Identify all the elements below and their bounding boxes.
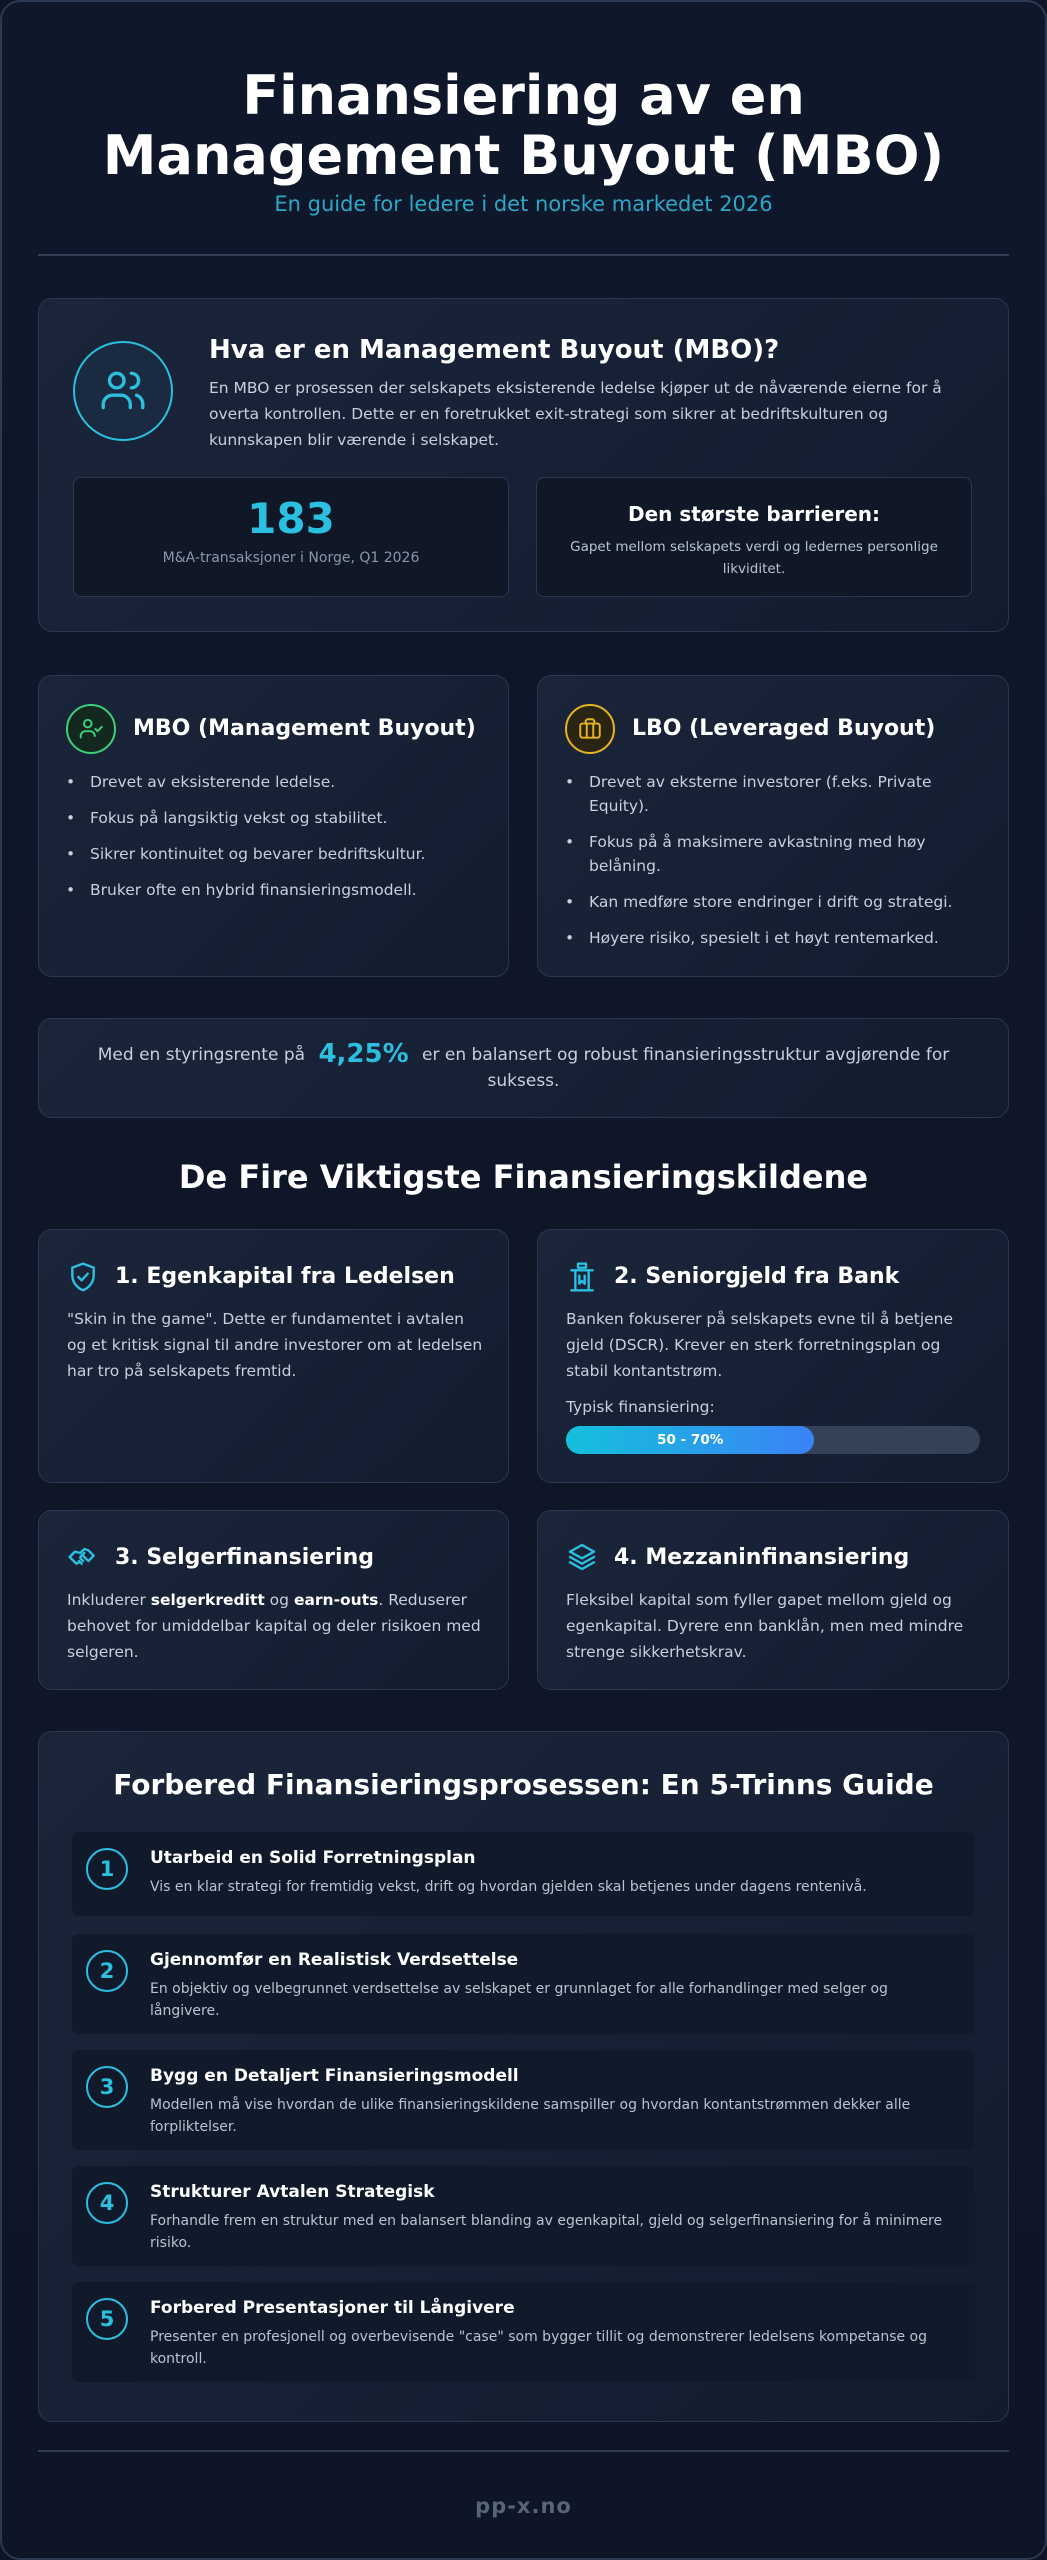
step-number: 3 — [86, 2066, 128, 2108]
step-number: 1 — [86, 1848, 128, 1890]
list-item: • Drevet av eksterne investorer (f.eks. Private Equity). — [565, 770, 985, 818]
step-title: Strukturer Avtalen Strategisk — [150, 2182, 435, 2202]
intro-card — [38, 298, 1009, 632]
step-title: Bygg en Detaljert Finansieringsmodell — [150, 2066, 519, 2086]
users-icon — [73, 341, 173, 441]
seller-text-part: . Reduserer behovet for umiddelbar kapital og deler risikoen med selgeren. — [67, 1591, 481, 1661]
list-item: • Fokus på langsiktig vekst og stabilitet. — [66, 806, 486, 830]
senior-debt-card — [537, 1229, 1009, 1483]
lbo-list — [565, 770, 985, 962]
step-desc: Vis en klar strategi for fremtidig vekst, drift og hvordan gjelden skal betjenes under dagens rentenivå. — [150, 1879, 867, 1895]
stat-label: M&A-transaksjoner i Norge, Q1 2026 — [162, 550, 420, 566]
page-title: Finansiering av en Management Buyout (MBO) — [102, 64, 945, 187]
barrier-box — [536, 477, 972, 597]
handshake-icon — [67, 1541, 99, 1577]
mezzanine-card — [537, 1510, 1009, 1690]
barrier-heading: Den største barrieren: — [627, 502, 881, 526]
briefcase-icon — [565, 704, 615, 754]
footer-divider — [38, 2450, 1009, 2452]
step-desc: En objektiv og velbegrunnet verdsettelse av selskapet er grunnlaget for alle forhandlinger med selger og långivere. — [150, 1981, 888, 2019]
page-subtitle: En guide for ledere i det norske markedet 2026 — [274, 192, 773, 216]
lbo-card — [537, 675, 1009, 977]
equity-card — [38, 1229, 509, 1483]
intro-text: En MBO er prosessen der selskapets eksisterende ledelse kjøper ut de nåværende eierne for å overta kontrollen. Dette er en foretrukket exit-strategi som sikrer at bedriftskulturen og kunnskapen blir værende i selskapet. — [209, 379, 942, 449]
step-desc: Presenter en profesjonell og overbevisende "case" som bygger tillit og demonstrerer ledelsens kompetanse og kontroll. — [150, 2329, 927, 2367]
user-check-icon — [66, 704, 116, 754]
step-number: 5 — [86, 2298, 128, 2340]
rate-banner — [38, 1018, 1009, 1118]
seller-finance-card — [38, 1510, 509, 1690]
mbo-title: MBO (Management Buyout) — [133, 716, 476, 741]
guide-heading: Forbered Finansieringsprosessen: En 5-Trinns Guide — [113, 1768, 934, 1801]
bank-icon — [566, 1260, 598, 1298]
footer-brand: pp-x.no — [475, 2494, 572, 2518]
seller-text-part: og — [264, 1591, 294, 1609]
step-number: 4 — [86, 2182, 128, 2224]
typical-label: Typisk finansiering: — [566, 1398, 715, 1416]
guide-step — [72, 2282, 975, 2382]
step-title: Utarbeid en Solid Forretningsplan — [150, 1848, 476, 1868]
stat-box — [73, 477, 509, 597]
shield-check-icon — [67, 1260, 99, 1298]
list-item: • Fokus på å maksimere avkastning med høy belåning. — [565, 830, 985, 878]
rate-value: 4,25% — [318, 1039, 409, 1069]
financing-bar-track — [566, 1426, 980, 1454]
step-desc: Forhandle frem en struktur med en balansert blanding av egenkapital, gjeld og selgerfinansiering for å minimere risiko. — [150, 2213, 943, 2251]
mbo-card — [38, 675, 509, 977]
rate-banner-text — [79, 1041, 968, 1094]
list-item: • Drevet av eksisterende ledelse. — [66, 770, 486, 794]
step-number: 2 — [86, 1950, 128, 1992]
intro-heading: Hva er en Management Buyout (MBO)? — [209, 335, 780, 365]
lbo-title: LBO (Leveraged Buyout) — [632, 716, 936, 741]
equity-text: "Skin in the game". Dette er fundamentet i avtalen og et kritisk signal til andre investorer om at ledelsen har tro på selskapets fremtid. — [67, 1310, 483, 1380]
guide-step — [72, 2166, 975, 2266]
step-desc: Modellen må vise hvordan de ulike finansieringskildene samspiller og hvordan kontantstrømmen dekker alle forpliktelser. — [150, 2097, 911, 2135]
mbo-list — [66, 770, 486, 914]
rate-after: er en balansert og robust finansieringsstruktur avgjørende for suksess. — [422, 1045, 950, 1091]
guide-step — [72, 1832, 975, 1916]
seller-text-bold: selgerkreditt — [150, 1591, 265, 1609]
step-title: Gjennomfør en Realistisk Verdsettelse — [150, 1950, 519, 1970]
list-item: • Bruker ofte en hybrid finansieringsmodell. — [66, 878, 486, 902]
guide-step — [72, 2050, 975, 2150]
sources-heading: De Fire Viktigste Finansieringskildene — [178, 1158, 869, 1196]
financing-bar-label: 50 - 70% — [657, 1432, 724, 1448]
seller-text — [67, 1587, 487, 1665]
stat-value: 183 — [247, 494, 335, 543]
layers-icon — [566, 1541, 598, 1577]
financing-bar-fill — [566, 1426, 814, 1454]
barrier-text: Gapet mellom selskapets verdi og ledernes personlige likviditet. — [570, 539, 938, 577]
senior-title: 2. Seniorgjeld fra Bank — [614, 1264, 900, 1289]
step-title: Forbered Presentasjoner til Långivere — [150, 2298, 515, 2318]
list-item: • Kan medføre store endringer i drift og strategi. — [565, 890, 985, 914]
list-item: • Sikrer kontinuitet og bevarer bedriftskultur. — [66, 842, 486, 866]
list-item: • Høyere risiko, spesielt i et høyt rentemarked. — [565, 926, 985, 950]
mezz-text: Fleksibel kapital som fyller gapet mellom gjeld og egenkapital. Dyrere enn banklån, men med mindre strenge sikkerhetskrav. — [566, 1591, 964, 1661]
seller-text-bold: earn-outs — [293, 1591, 379, 1609]
guide-step — [72, 1934, 975, 2034]
mezz-title: 4. Mezzaninfinansiering — [614, 1545, 910, 1570]
equity-title: 1. Egenkapital fra Ledelsen — [115, 1264, 455, 1289]
seller-title: 3. Selgerfinansiering — [115, 1545, 374, 1570]
senior-text: Banken fokuserer på selskapets evne til å betjene gjeld (DSCR). Krever en sterk forretningsplan og stabil kontantstrøm. — [566, 1310, 954, 1380]
seller-text-part: Inkluderer — [67, 1591, 151, 1609]
rate-before: Med en styringsrente på — [97, 1045, 306, 1065]
header-divider — [38, 254, 1009, 256]
